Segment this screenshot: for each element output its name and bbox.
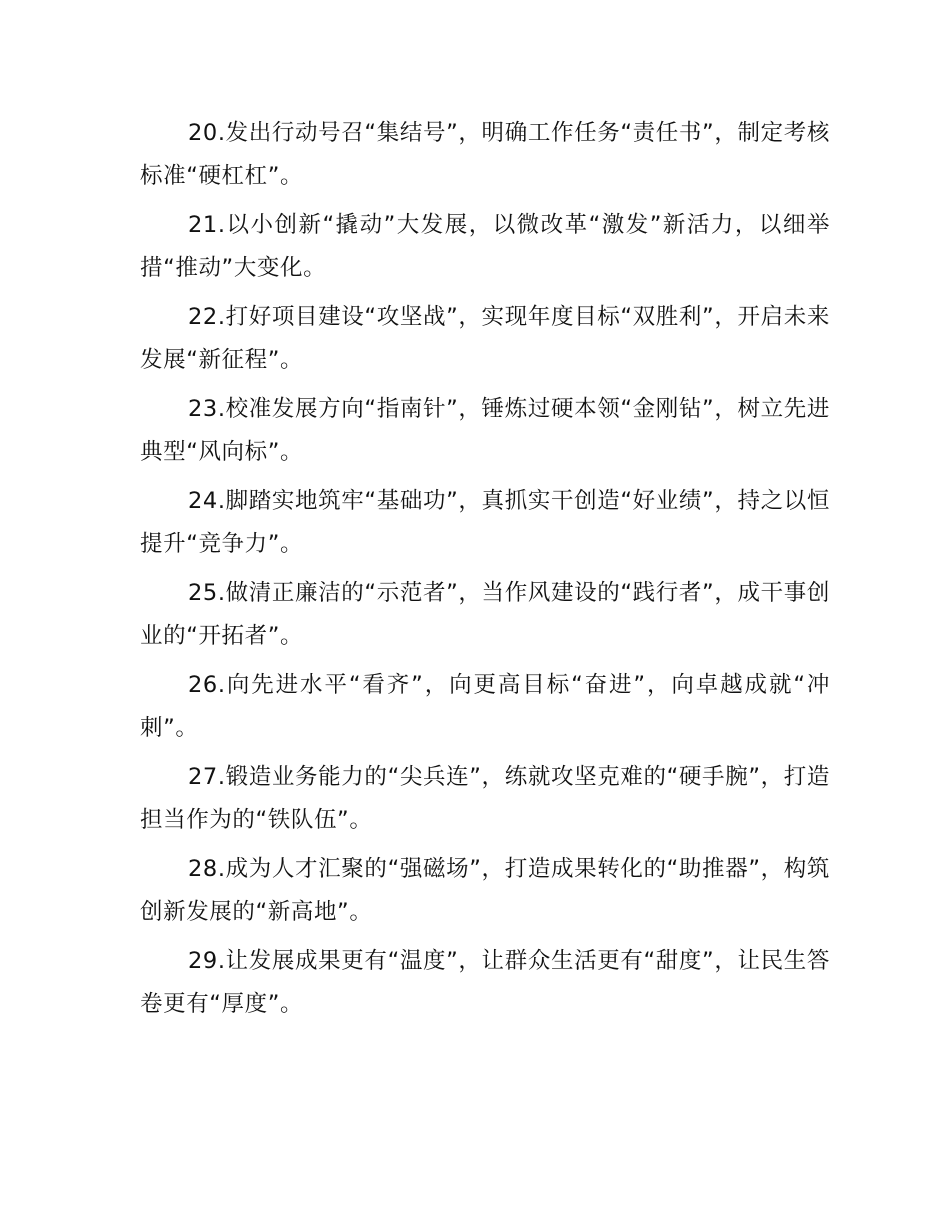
paragraph-20: 20.发出行动号召“集结号”，明确工作任务“责任书”，制定考核标准“硬杠杠”。: [140, 120, 830, 189]
paragraph-27: 27.锻造业务能力的“尖兵连”，练就攻坚克难的“硬手腕”，打造担当作为的“铁队伍”。: [140, 764, 830, 833]
paragraph-22: 22.打好项目建设“攻坚战”，实现年度目标“双胜利”，开启未来发展“新征程”。: [140, 304, 830, 373]
paragraph-25: 25.做清正廉洁的“示范者”，当作风建设的“践行者”，成干事创业的“开拓者”。: [140, 580, 830, 649]
paragraph-26: 26.向先进水平“看齐”，向更高目标“奋进”，向卓越成就“冲刺”。: [140, 672, 830, 741]
document-body: [140, 112, 830, 1032]
paragraph-28: 28.成为人才汇聚的“强磁场”，打造成果转化的“助推器”，构筑创新发展的“新高地”。: [140, 856, 830, 925]
paragraph-24: 24.脚踏实地筑牢“基础功”，真抓实干创造“好业绩”，持之以恒提升“竞争力”。: [140, 488, 830, 557]
paragraph-29: 29.让发展成果更有“温度”，让群众生活更有“甜度”，让民生答卷更有“厚度”。: [140, 948, 830, 1017]
paragraph-23: 23.校准发展方向“指南针”，锤炼过硬本领“金刚钻”，树立先进典型“风向标”。: [140, 396, 830, 465]
paragraph-21: 21.以小创新“撬动”大发展，以微改革“激发”新活力，以细举措“推动”大变化。: [140, 212, 830, 281]
